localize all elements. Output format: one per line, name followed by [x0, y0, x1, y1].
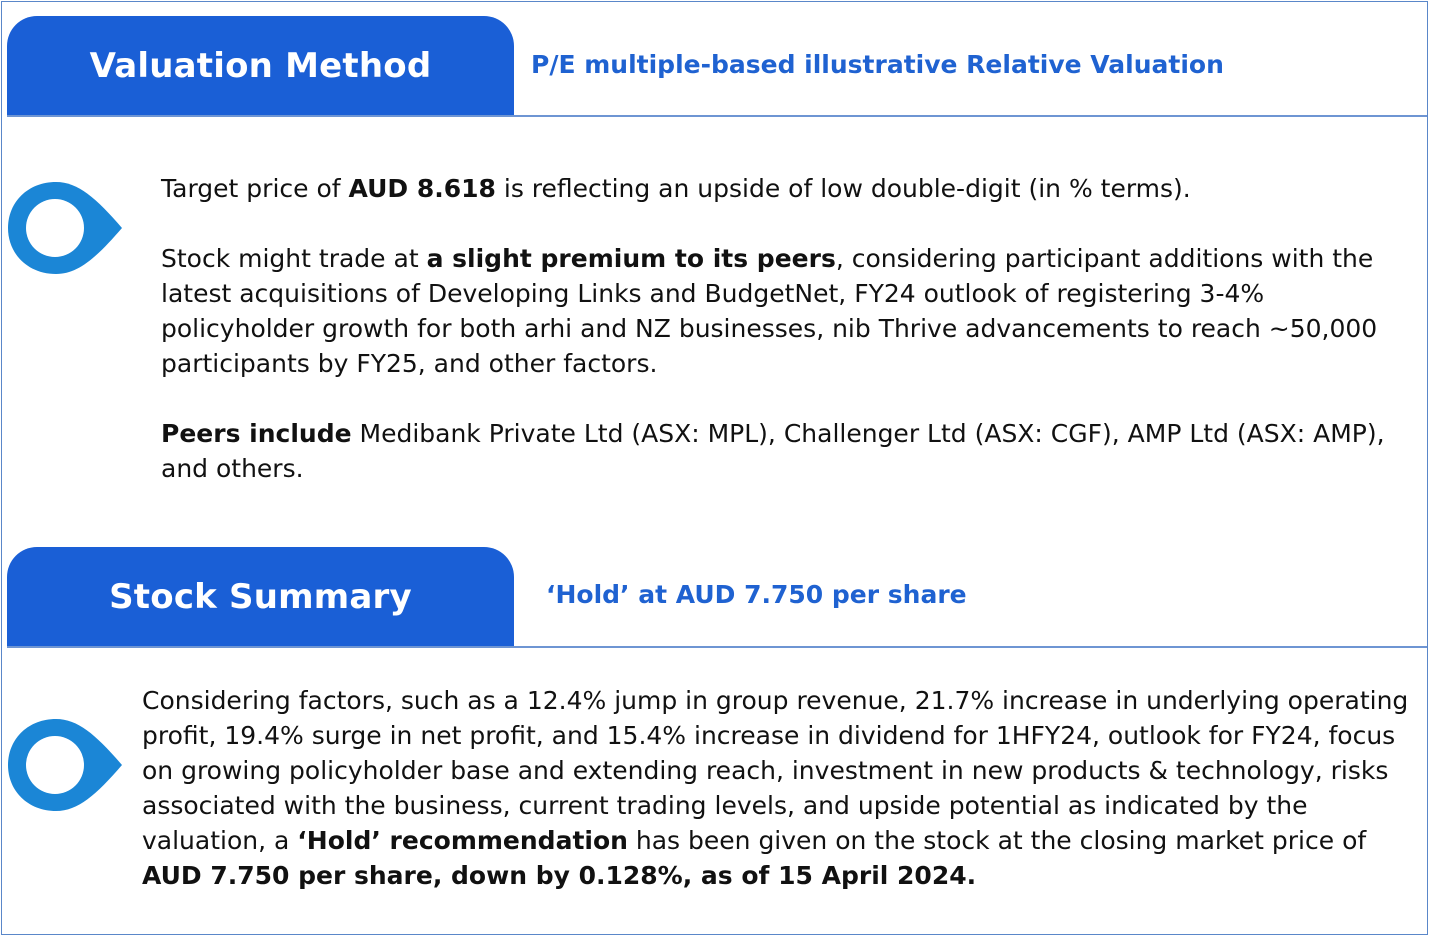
- target-price-paragraph: Target price of AUD 8.618 is reflecting an upside of low double-digit (in % terms).: [161, 174, 1191, 203]
- stock-summary-subtitle: ‘Hold’ at AUD 7.750 per share: [546, 580, 967, 609]
- stock-summary-title: Stock Summary: [109, 577, 412, 617]
- summary-body: [142, 683, 1422, 893]
- valuation-body: [161, 171, 1411, 486]
- valuation-method-header: [7, 16, 514, 116]
- summary-paragraph: Considering factors, such as a 12.4% jump in group revenue, 21.7% increase in underlying operating profit, 19.4% surge in net profit, and 15.4% increase in dividend for 1HFY24, outlook for FY24, focus on growing policyholder base and extending reach, investment in new products & technology, risks associated with the business, current trading levels, and upside potential as indicated by the valuation, a ‘Hold’ recommendation has been given on the stock at the closing market price of AUD 7.750 per share, down by 0.128%, as of 15 April 2024.: [142, 686, 1409, 890]
- location-pin-icon: [4, 715, 126, 815]
- peers-paragraph: Peers include Medibank Private Ltd (ASX: MPL), Challenger Ltd (ASX: CGF), AMP Ltd (ASX: AMP), and others.: [161, 419, 1385, 483]
- location-pin-icon: [4, 178, 126, 278]
- stock-summary-header: [7, 547, 514, 647]
- summary-header-rule: [7, 646, 1427, 648]
- peer-premium-paragraph: Stock might trade at a slight premium to its peers, considering participant additions with the latest acquisitions of Developing Links and BudgetNet, FY24 outlook of registering 3-4% policyholder growth for both arhi and NZ businesses, nib Thrive advancements to reach ~50,000 participants by FY25, and other factors.: [161, 244, 1378, 378]
- valuation-header-rule: [7, 115, 1427, 117]
- valuation-method-subtitle: P/E multiple-based illustrative Relative Valuation: [531, 50, 1224, 79]
- valuation-method-title: Valuation Method: [89, 46, 432, 86]
